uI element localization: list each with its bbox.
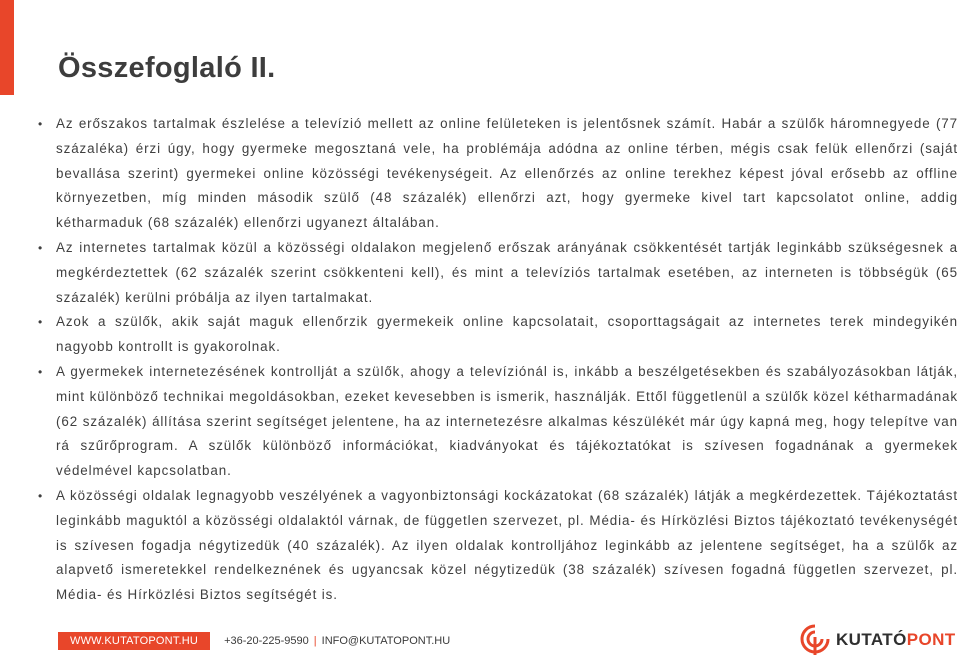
bullet-item-3: • Azok a szülők, akik saját maguk ellenőrzik gyermekeik online kapcsolatait, csoporttagságait az internetes terek mindegyikén nagyobb kontrollt is gyakorolnak. bbox=[38, 310, 958, 360]
phone-number: +36-20-225-9590 bbox=[224, 635, 309, 647]
brand-name bbox=[836, 630, 956, 650]
kutatopont-logo-icon bbox=[800, 624, 830, 656]
bullet-list bbox=[38, 112, 958, 608]
bullet-item-4: • A gyermekek internetezésének kontrollját a szülők, ahogy a televíziónál is, inkább a beszélgetésekben és szabályozásokban látják, mint különböző technikai megoldásokban, ezeket kevesebben is ismerik, használják. Ettől függetlenül a szülők közel kétharmadának (62 százalék) állítása szerint segítséget jelentene, ha az internetezésre alkalmas készülékét már úgy kapná meg, hogy telepítve van rá szűrőprogram. A szülők különböző információkat, kiadványokat és tájékoztatókat is szívesen fogadnának a gyermekek védelmével kapcsolatban. bbox=[38, 360, 958, 484]
brand-name-part1: KUTATÓ bbox=[836, 630, 907, 649]
website-link[interactable]: WWW.KUTATOPONT.HU bbox=[58, 632, 210, 650]
brand-logo bbox=[800, 624, 956, 656]
bullet-item-2: • Az internetes tartalmak közül a közösségi oldalakon megjelenő erőszak arányának csökkentését tartják leginkább szükségesnek a megkérdeztettek (62 százalék szerint csökkenteni kell), és mint a televíziós tartalmak esetében, az interneten is többségük (65 százalék) kerülni próbálja az ilyen tartalmakat. bbox=[38, 236, 958, 310]
page-title: Összefoglaló II. bbox=[58, 52, 276, 84]
bullet-item-5: • A közösségi oldalak legnagyobb veszélyének a vagyonbiztonsági kockázatokat (68 százalék) látják a megkérdezettek. Tájékoztatást leginkább maguktól a közösségi oldalaktól várnak, de független szervezet, pl. Média- és Hírközlési Biztos tájékoztató tevékenységét is szívesen fogadja négytizedük (40 százalék). Az ilyen oldalak kontrolljához leginkább az jelentene segítséget, ha a szülők az alapvető ismeretekkel rendelkeznének és ugyancsak közel négytizedük (38 százalék) szívesen fogadná független szervezet, pl. Média- és Hírközlési Biztos segítségét is. bbox=[38, 484, 958, 608]
footer-separator: | bbox=[313, 635, 317, 647]
bullet-item-1: • Az erőszakos tartalmak észlelése a televízió mellett az online felületeken is jelentősnek számít. Habár a szülők háromnegyede (77 százaléka) érzi úgy, hogy gyermeke megosztaná vele, ha problémája adódna az online térben, mégis csak felük ellenőrzi (saját bevallása szerint) gyermekei online közösségi tevékenységeit. Az ellenőrzés az online terekhez képest jóval erősebb az offline környezetben, míg minden második szülő (48 százalék) ellenőrzi azt, hogy gyermeke kivel tart kapcsolatot online, addig kétharmaduk (68 százalék) ellenőrzi ugyanezt általában. bbox=[38, 112, 958, 236]
email-link[interactable]: INFO@KUTATOPONT.HU bbox=[321, 635, 451, 647]
footer bbox=[58, 631, 450, 651]
brand-name-part2: PONT bbox=[906, 630, 956, 649]
accent-bar bbox=[0, 0, 14, 95]
